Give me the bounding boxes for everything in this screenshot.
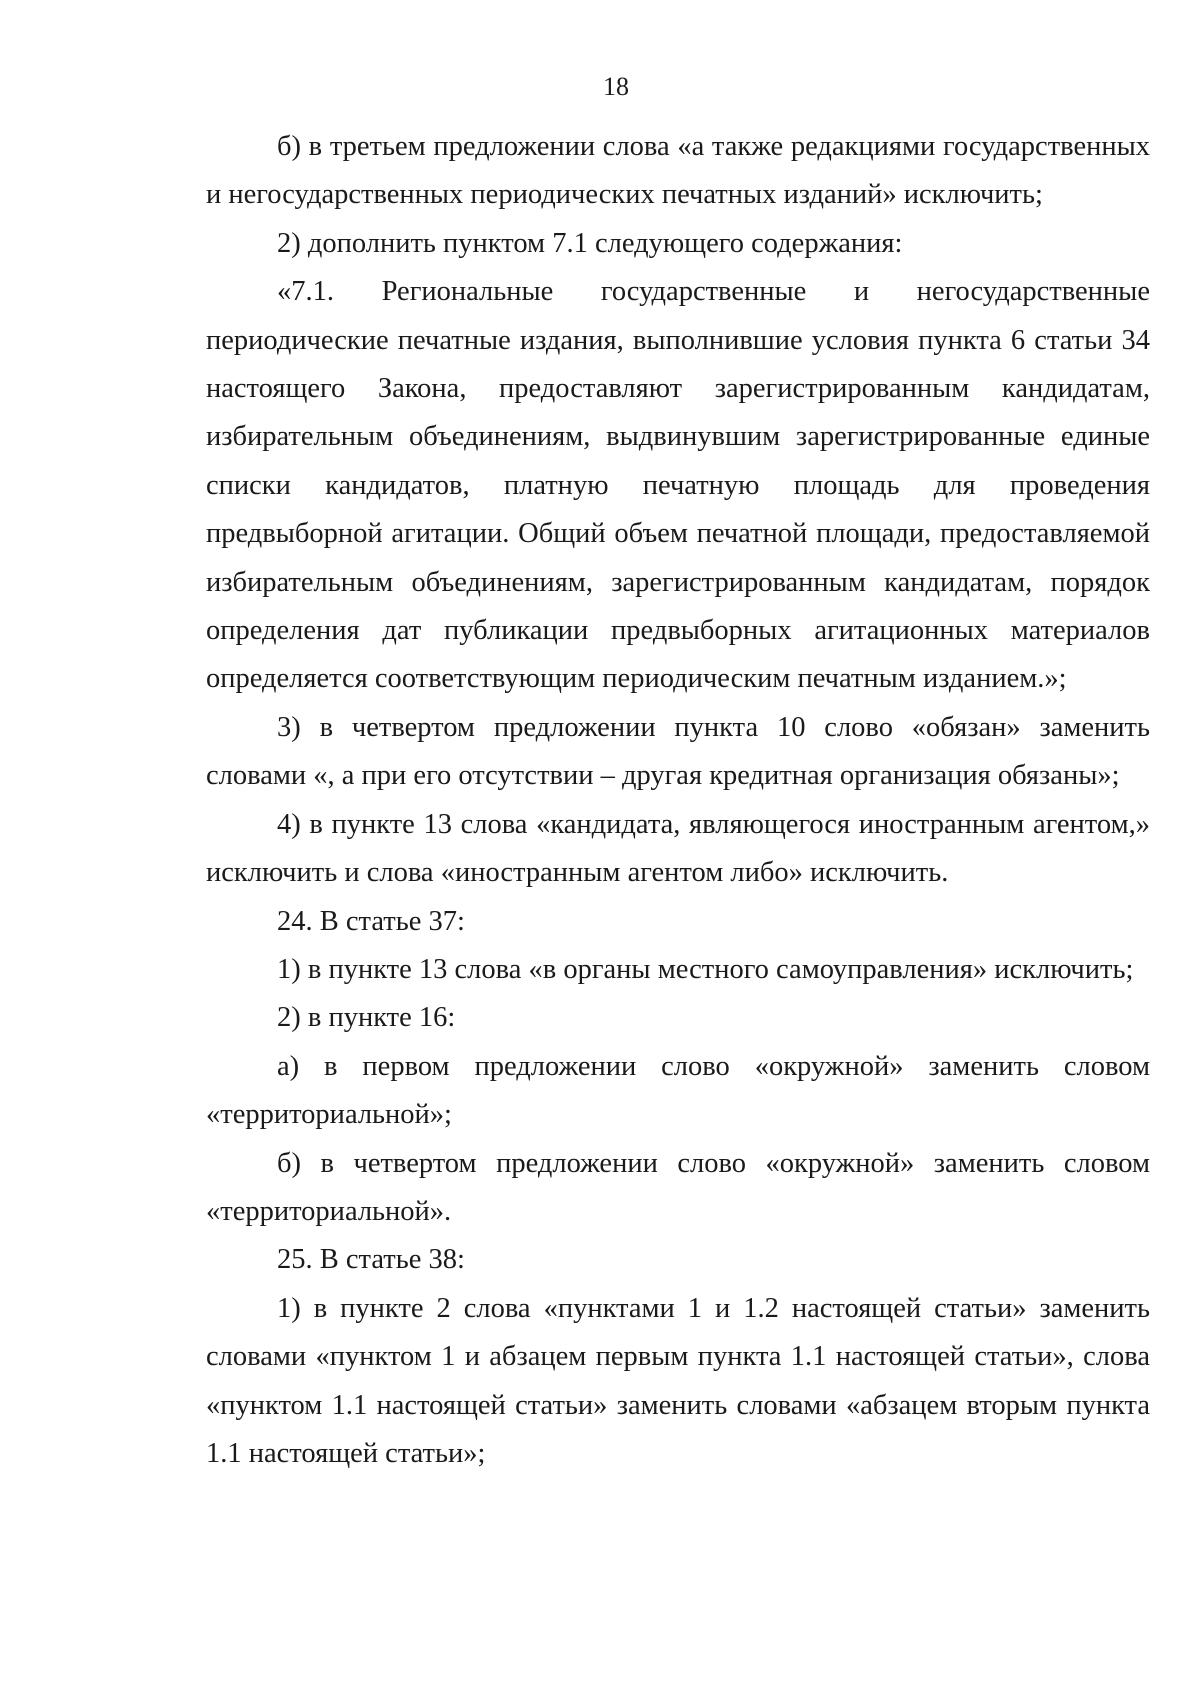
paragraph-b-fourth-sentence: б) в четвертом предложении слово «окружной» заменить словом «территориальной».: [206, 1147, 1150, 1227]
paragraph-point-7-1-text: «7.1. Региональные государственные и негосударственные периодические печатные издания, выполнившие условия пункта 6 статьи 34 настоящего Закона, предоставляют зарегистрированным кандидатам, избирательным объединениям, выдвинувшим зарегистрированные единые списки кандидатов, платную печатную площадь для проведения предвыборной агитации. Общий объем печатной площади, предоставляемой избирательным объединениям, зарегистрированным кандидатам, порядок определения дат публикации предвыборных агитационных материалов определяется соответствующим периодическим печатным изданием.»;: [206, 276, 1150, 695]
paragraph-4-point-13: 4) в пункте 13 слова «кандидата, являющегося иностранным агентом,» исключить и слова «иностранным агентом либо» исключить.: [206, 808, 1150, 889]
paragraph-1-point-2: 1) в пункте 2 слова «пунктами 1 и 1.2 настоящей статьи» заменить словами «пунктом 1 и абзацем первым пункта 1.1 настоящей статьи», слова «пунктом 1.1 настоящей статьи» заменить словами «абзацем вторым пункта 1.1 настоящей статьи»;: [206, 1292, 1150, 1469]
heading-article-38: 25. В статье 38:: [277, 1244, 465, 1276]
heading-article-37: 24. В статье 37:: [277, 905, 465, 937]
paragraph-1-point-13: 1) в пункте 13 слова «в органы местного самоуправления» исключить;: [277, 953, 1134, 985]
paragraph-a-first-sentence: а) в первом предложении слово «окружной» заменить словом «территориальной»;: [206, 1050, 1150, 1131]
paragraph-3-point-10: 3) в четвертом предложении пункта 10 слово «обязан» заменить словами «, а при его отсутствии – другая кредитная организация обязаны»;: [206, 711, 1150, 792]
paragraph-2-point-16: 2) в пункте 16:: [277, 1002, 456, 1034]
document-body: [206, 123, 1150, 1478]
paragraph-2-add-point-7-1: 2) дополнить пунктом 7.1 следующего содержания:: [277, 227, 903, 259]
page-number: 18: [603, 72, 629, 101]
paragraph-b-third-sentence: б) в третьем предложении слова «а также редакциями государственных и негосударственных периодических печатных изданий» исключить;: [206, 131, 1150, 211]
